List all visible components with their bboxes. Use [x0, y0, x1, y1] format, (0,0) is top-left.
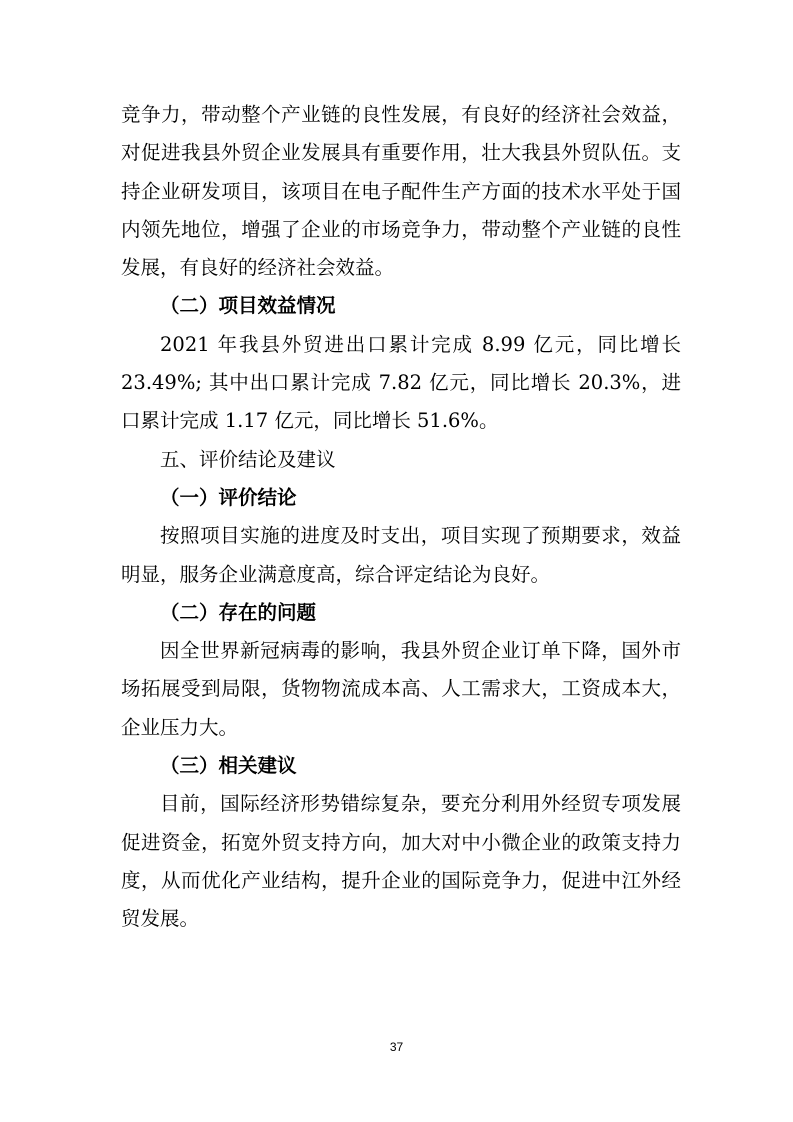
heading-evaluation-conclusion: （一）评价结论 — [160, 485, 297, 509]
page-number: 37 — [389, 1040, 404, 1054]
heading-related-suggestions: （三）相关建议 — [160, 754, 297, 778]
paragraph-problems: 因全世界新冠病毒的影响，我县外贸企业订单下降，国外市场拓展受到局限，货物物流成本高、人工需求大，工资成本大，企业压力大。 — [121, 639, 681, 739]
paragraph-suggestions: 目前，国际经济形势错综复杂，要充分利用外经贸专项发展促进资金，拓宽外贸支持方向，加大对中小微企业的政策支持力度，从而优化产业结构，提升企业的国际竞争力，促进中江外经贸发展。 — [121, 792, 681, 931]
document-body — [121, 96, 681, 939]
section-heading-evaluation: 五、评价结论及建议 — [160, 447, 336, 471]
paragraph-trade-figures: 2021 年我县外贸进出口累计完成 8.99 亿元，同比增长 23.49%; 其中出口累计完成 7.82 亿元，同比增长 20.3%，进口累计完成 1.17 亿元，同比增长 51.6%。 — [121, 332, 681, 433]
paragraph-conclusion: 按照项目实施的进度及时支出，项目实现了预期要求，效益明显，服务企业满意度高，综合评定结论为良好。 — [121, 524, 681, 586]
heading-project-benefits: （二）项目效益情况 — [160, 294, 336, 318]
paragraph-competitiveness: 竞争力，带动整个产业链的良性发展，有良好的经济社会效益，对促进我县外贸企业发展具有重要作用，壮大我县外贸队伍。支持企业研发项目，该项目在电子配件生产方面的技术水平处于国内领先地位，增强了企业的市场竞争力，带动整个产业链的良性发展，有良好的经济社会效益。 — [121, 103, 681, 280]
heading-existing-problems: （二）存在的问题 — [160, 600, 317, 624]
